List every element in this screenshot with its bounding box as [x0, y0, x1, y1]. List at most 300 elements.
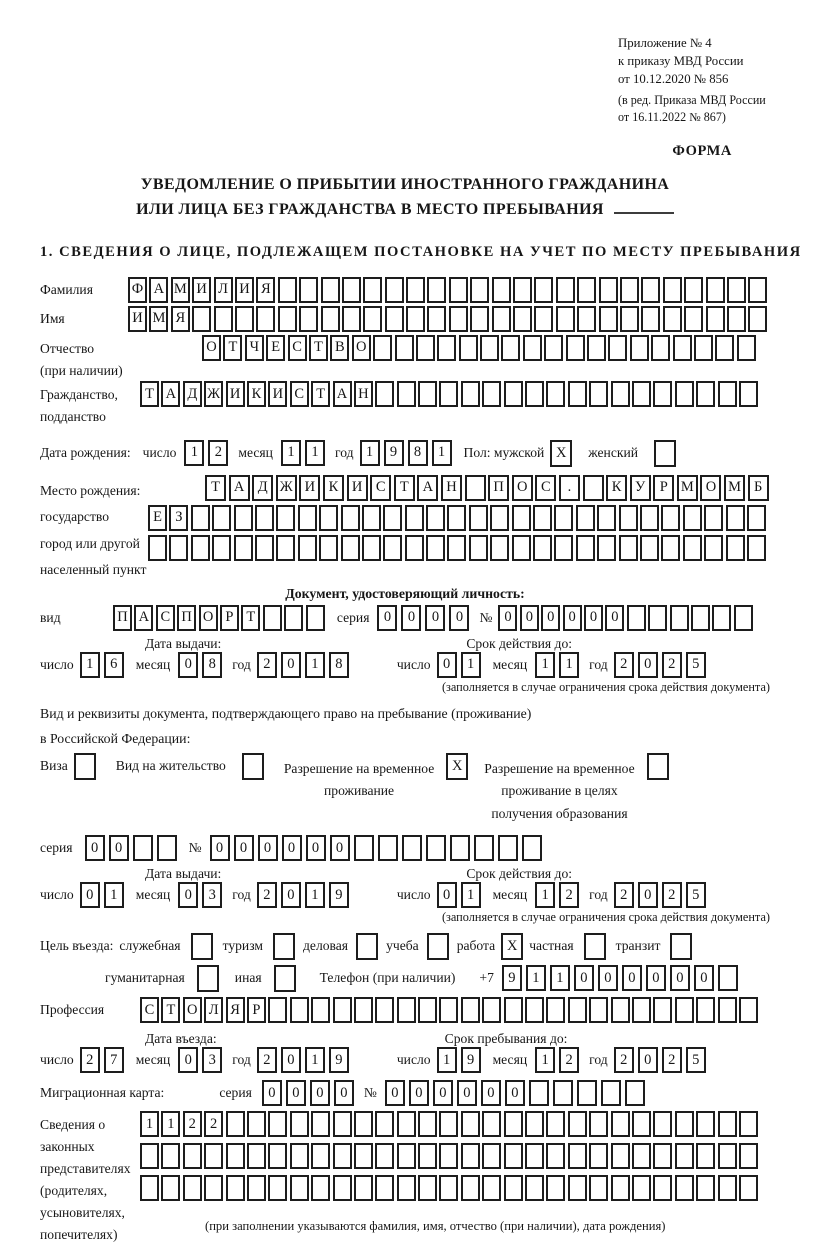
char-box[interactable] — [375, 1175, 394, 1201]
char-box[interactable] — [426, 835, 446, 861]
char-box[interactable]: 2 — [662, 652, 682, 678]
char-box[interactable] — [385, 277, 404, 303]
char-box[interactable]: А — [229, 475, 250, 501]
char-box[interactable]: Т — [311, 381, 330, 407]
char-box[interactable] — [546, 1143, 565, 1169]
char-box[interactable] — [490, 505, 509, 531]
char-box[interactable] — [748, 306, 767, 332]
char-box[interactable]: 0 — [409, 1080, 429, 1106]
char-box[interactable]: 0 — [85, 835, 105, 861]
char-box[interactable] — [696, 381, 715, 407]
char-box[interactable] — [522, 835, 542, 861]
char-box[interactable]: П — [488, 475, 509, 501]
char-box[interactable] — [651, 335, 670, 361]
char-box[interactable] — [589, 1111, 608, 1137]
char-box[interactable] — [363, 277, 382, 303]
char-box[interactable] — [354, 1111, 373, 1137]
char-box[interactable]: Я — [256, 277, 275, 303]
char-box[interactable] — [439, 1111, 458, 1137]
char-box[interactable] — [255, 535, 274, 561]
char-box[interactable] — [290, 1175, 309, 1201]
char-box[interactable]: 9 — [502, 965, 522, 991]
char-box[interactable] — [447, 505, 466, 531]
char-box[interactable] — [670, 605, 689, 631]
char-box[interactable] — [726, 505, 745, 531]
char-box[interactable] — [597, 505, 616, 531]
char-box[interactable] — [284, 605, 303, 631]
char-box[interactable] — [739, 381, 758, 407]
char-box[interactable] — [183, 1143, 202, 1169]
char-box[interactable] — [726, 535, 745, 561]
char-box[interactable] — [675, 1111, 694, 1137]
char-box[interactable] — [418, 997, 437, 1023]
char-box[interactable] — [739, 1111, 758, 1137]
char-box[interactable] — [395, 335, 414, 361]
char-box[interactable]: 2 — [257, 1047, 277, 1073]
char-box[interactable] — [397, 1111, 416, 1137]
char-box[interactable] — [675, 1175, 694, 1201]
char-box[interactable] — [437, 335, 456, 361]
char-box[interactable]: Т — [161, 997, 180, 1023]
char-box[interactable]: 0 — [437, 652, 457, 678]
char-box[interactable]: X — [446, 753, 468, 780]
char-box[interactable]: 1 — [360, 440, 380, 466]
char-box[interactable] — [333, 1143, 352, 1169]
char-box[interactable] — [544, 335, 563, 361]
char-box[interactable] — [577, 306, 596, 332]
char-box[interactable] — [696, 997, 715, 1023]
char-box[interactable] — [375, 381, 394, 407]
char-box[interactable] — [513, 306, 532, 332]
char-box[interactable] — [469, 535, 488, 561]
char-box[interactable] — [383, 505, 402, 531]
char-box[interactable] — [276, 505, 295, 531]
char-box[interactable]: 0 — [281, 652, 301, 678]
char-box[interactable]: 0 — [282, 835, 302, 861]
char-box[interactable] — [418, 1143, 437, 1169]
char-box[interactable]: К — [606, 475, 627, 501]
char-box[interactable] — [319, 535, 338, 561]
char-box[interactable] — [525, 1143, 544, 1169]
char-box[interactable]: 1 — [305, 440, 325, 466]
char-box[interactable] — [653, 1143, 672, 1169]
char-box[interactable] — [632, 1111, 651, 1137]
char-box[interactable] — [459, 335, 478, 361]
char-box[interactable] — [576, 535, 595, 561]
char-box[interactable]: 9 — [329, 882, 349, 908]
char-box[interactable]: 0 — [520, 605, 539, 631]
char-box[interactable] — [226, 1111, 245, 1137]
char-box[interactable] — [620, 277, 639, 303]
char-box[interactable] — [482, 381, 501, 407]
char-box[interactable]: Ж — [204, 381, 223, 407]
char-box[interactable] — [298, 535, 317, 561]
char-box[interactable] — [675, 381, 694, 407]
char-box[interactable]: 0 — [563, 605, 582, 631]
char-box[interactable] — [534, 277, 553, 303]
char-box[interactable] — [523, 335, 542, 361]
char-box[interactable]: 1 — [305, 1047, 325, 1073]
char-box[interactable] — [474, 835, 494, 861]
char-box[interactable] — [461, 997, 480, 1023]
char-box[interactable] — [641, 306, 660, 332]
char-box[interactable] — [418, 381, 437, 407]
char-box[interactable] — [589, 997, 608, 1023]
char-box[interactable] — [490, 535, 509, 561]
char-box[interactable] — [385, 306, 404, 332]
char-box[interactable] — [375, 997, 394, 1023]
char-box[interactable] — [274, 965, 296, 992]
char-box[interactable]: 0 — [425, 605, 445, 631]
char-box[interactable]: 8 — [329, 652, 349, 678]
char-box[interactable]: 0 — [281, 882, 301, 908]
char-box[interactable]: 8 — [408, 440, 428, 466]
char-box[interactable]: А — [161, 381, 180, 407]
char-box[interactable]: 0 — [385, 1080, 405, 1106]
char-box[interactable] — [191, 933, 213, 960]
char-box[interactable] — [748, 277, 767, 303]
char-box[interactable]: Е — [148, 505, 167, 531]
char-box[interactable] — [204, 1175, 223, 1201]
char-box[interactable] — [619, 535, 638, 561]
char-box[interactable] — [601, 1080, 621, 1106]
char-box[interactable]: А — [134, 605, 153, 631]
char-box[interactable] — [556, 277, 575, 303]
char-box[interactable] — [641, 277, 660, 303]
char-box[interactable] — [632, 1175, 651, 1201]
char-box[interactable] — [653, 381, 672, 407]
char-box[interactable] — [718, 1143, 737, 1169]
char-box[interactable]: Т — [394, 475, 415, 501]
char-box[interactable]: 0 — [334, 1080, 354, 1106]
char-box[interactable]: М — [724, 475, 745, 501]
char-box[interactable]: 2 — [662, 1047, 682, 1073]
char-box[interactable]: X — [501, 933, 523, 960]
char-box[interactable] — [611, 381, 630, 407]
char-box[interactable] — [321, 277, 340, 303]
char-box[interactable]: 0 — [584, 605, 603, 631]
char-box[interactable]: 1 — [437, 1047, 457, 1073]
char-box[interactable] — [611, 997, 630, 1023]
char-box[interactable] — [342, 277, 361, 303]
char-box[interactable]: 2 — [80, 1047, 100, 1073]
char-box[interactable]: 2 — [614, 1047, 634, 1073]
char-box[interactable]: Н — [354, 381, 373, 407]
char-box[interactable]: 1 — [80, 652, 100, 678]
char-box[interactable] — [704, 505, 723, 531]
char-box[interactable] — [706, 306, 725, 332]
char-box[interactable] — [597, 535, 616, 561]
char-box[interactable]: 0 — [598, 965, 618, 991]
char-box[interactable] — [319, 505, 338, 531]
char-box[interactable]: 2 — [559, 1047, 579, 1073]
char-box[interactable] — [405, 505, 424, 531]
char-box[interactable] — [311, 1175, 330, 1201]
char-box[interactable] — [197, 965, 219, 992]
char-box[interactable] — [492, 306, 511, 332]
char-box[interactable] — [426, 505, 445, 531]
char-box[interactable]: 2 — [257, 882, 277, 908]
char-box[interactable]: 0 — [622, 965, 642, 991]
char-box[interactable] — [363, 306, 382, 332]
char-box[interactable]: 7 — [104, 1047, 124, 1073]
char-box[interactable] — [684, 306, 703, 332]
char-box[interactable]: О — [512, 475, 533, 501]
char-box[interactable] — [694, 335, 713, 361]
char-box[interactable] — [298, 505, 317, 531]
char-box[interactable] — [675, 1143, 694, 1169]
char-box[interactable] — [447, 535, 466, 561]
char-box[interactable]: Л — [204, 997, 223, 1023]
char-box[interactable]: Р — [653, 475, 674, 501]
char-box[interactable]: С — [535, 475, 556, 501]
char-box[interactable] — [611, 1175, 630, 1201]
char-box[interactable]: 0 — [505, 1080, 525, 1106]
char-box[interactable] — [640, 505, 659, 531]
char-box[interactable] — [191, 535, 210, 561]
char-box[interactable] — [492, 277, 511, 303]
char-box[interactable]: 0 — [646, 965, 666, 991]
char-box[interactable] — [739, 1175, 758, 1201]
char-box[interactable] — [663, 277, 682, 303]
char-box[interactable] — [718, 381, 737, 407]
char-box[interactable] — [568, 1111, 587, 1137]
char-box[interactable] — [450, 835, 470, 861]
char-box[interactable] — [268, 1143, 287, 1169]
char-box[interactable] — [632, 997, 651, 1023]
char-box[interactable]: 1 — [305, 882, 325, 908]
char-box[interactable] — [212, 535, 231, 561]
char-box[interactable] — [256, 306, 275, 332]
char-box[interactable] — [426, 535, 445, 561]
char-box[interactable] — [461, 1111, 480, 1137]
char-box[interactable] — [212, 505, 231, 531]
char-box[interactable] — [375, 1111, 394, 1137]
char-box[interactable] — [226, 1175, 245, 1201]
char-box[interactable] — [402, 835, 422, 861]
char-box[interactable] — [589, 1175, 608, 1201]
char-box[interactable]: 0 — [498, 605, 517, 631]
char-box[interactable] — [683, 535, 702, 561]
char-box[interactable]: Ф — [128, 277, 147, 303]
char-box[interactable]: Л — [214, 277, 233, 303]
char-box[interactable] — [255, 505, 274, 531]
char-box[interactable]: 1 — [559, 652, 579, 678]
char-box[interactable]: 0 — [310, 1080, 330, 1106]
char-box[interactable] — [653, 997, 672, 1023]
char-box[interactable] — [727, 306, 746, 332]
char-box[interactable]: 0 — [457, 1080, 477, 1106]
char-box[interactable] — [653, 1175, 672, 1201]
char-box[interactable]: К — [247, 381, 266, 407]
char-box[interactable] — [406, 277, 425, 303]
char-box[interactable] — [661, 535, 680, 561]
char-box[interactable]: О — [700, 475, 721, 501]
char-box[interactable]: С — [140, 997, 159, 1023]
char-box[interactable]: 1 — [184, 440, 204, 466]
char-box[interactable]: 0 — [258, 835, 278, 861]
char-box[interactable]: 0 — [178, 882, 198, 908]
char-box[interactable] — [504, 1143, 523, 1169]
char-box[interactable]: 1 — [281, 440, 301, 466]
char-box[interactable] — [140, 1175, 159, 1201]
char-box[interactable] — [712, 605, 731, 631]
char-box[interactable] — [356, 933, 378, 960]
char-box[interactable] — [234, 505, 253, 531]
char-box[interactable] — [247, 1143, 266, 1169]
char-box[interactable]: 1 — [161, 1111, 180, 1137]
char-box[interactable] — [554, 505, 573, 531]
char-box[interactable] — [525, 381, 544, 407]
char-box[interactable]: 9 — [329, 1047, 349, 1073]
char-box[interactable] — [501, 335, 520, 361]
char-box[interactable]: 2 — [614, 652, 634, 678]
char-box[interactable] — [747, 505, 766, 531]
char-box[interactable]: . — [559, 475, 580, 501]
char-box[interactable]: 5 — [686, 652, 706, 678]
char-box[interactable] — [342, 306, 361, 332]
char-box[interactable] — [397, 1175, 416, 1201]
char-box[interactable] — [306, 605, 325, 631]
char-box[interactable] — [439, 997, 458, 1023]
char-box[interactable]: Т — [223, 335, 242, 361]
char-box[interactable] — [546, 1111, 565, 1137]
char-box[interactable]: О — [352, 335, 371, 361]
char-box[interactable] — [226, 1143, 245, 1169]
char-box[interactable] — [512, 505, 531, 531]
char-box[interactable] — [583, 475, 604, 501]
char-box[interactable]: 1 — [535, 652, 555, 678]
char-box[interactable]: 1 — [550, 965, 570, 991]
char-box[interactable]: 1 — [305, 652, 325, 678]
char-box[interactable] — [568, 997, 587, 1023]
char-box[interactable]: 0 — [574, 965, 594, 991]
char-box[interactable]: О — [202, 335, 221, 361]
char-box[interactable]: 1 — [526, 965, 546, 991]
char-box[interactable] — [333, 1175, 352, 1201]
char-box[interactable] — [513, 277, 532, 303]
char-box[interactable] — [461, 1143, 480, 1169]
char-box[interactable]: В — [330, 335, 349, 361]
char-box[interactable] — [169, 535, 188, 561]
char-box[interactable] — [599, 306, 618, 332]
char-box[interactable] — [556, 306, 575, 332]
char-box[interactable]: Т — [140, 381, 159, 407]
char-box[interactable]: 2 — [183, 1111, 202, 1137]
char-box[interactable] — [354, 835, 374, 861]
char-box[interactable] — [715, 335, 734, 361]
char-box[interactable]: 0 — [694, 965, 714, 991]
char-box[interactable] — [599, 277, 618, 303]
char-box[interactable] — [311, 1143, 330, 1169]
char-box[interactable]: О — [183, 997, 202, 1023]
char-box[interactable]: 0 — [109, 835, 129, 861]
char-box[interactable]: 0 — [437, 882, 457, 908]
char-box[interactable] — [157, 835, 177, 861]
char-box[interactable] — [397, 1143, 416, 1169]
char-box[interactable]: Я — [171, 306, 190, 332]
char-box[interactable] — [704, 535, 723, 561]
char-box[interactable] — [383, 535, 402, 561]
char-box[interactable] — [192, 306, 211, 332]
char-box[interactable]: Н — [441, 475, 462, 501]
char-box[interactable]: 5 — [686, 1047, 706, 1073]
char-box[interactable] — [504, 997, 523, 1023]
char-box[interactable]: И — [192, 277, 211, 303]
char-box[interactable]: 1 — [461, 882, 481, 908]
char-box[interactable] — [654, 440, 676, 467]
char-box[interactable] — [234, 535, 253, 561]
char-box[interactable]: 0 — [178, 652, 198, 678]
char-box[interactable] — [183, 1175, 202, 1201]
char-box[interactable] — [354, 997, 373, 1023]
char-box[interactable] — [470, 306, 489, 332]
char-box[interactable] — [418, 1111, 437, 1137]
char-box[interactable] — [290, 997, 309, 1023]
char-box[interactable]: 0 — [638, 1047, 658, 1073]
char-box[interactable] — [362, 505, 381, 531]
char-box[interactable]: М — [677, 475, 698, 501]
char-box[interactable]: Т — [241, 605, 260, 631]
char-box[interactable] — [525, 997, 544, 1023]
char-box[interactable] — [268, 1111, 287, 1137]
char-box[interactable] — [341, 535, 360, 561]
char-box[interactable] — [684, 277, 703, 303]
char-box[interactable] — [268, 997, 287, 1023]
char-box[interactable] — [683, 505, 702, 531]
char-box[interactable]: 3 — [202, 1047, 222, 1073]
char-box[interactable] — [566, 335, 585, 361]
char-box[interactable] — [405, 535, 424, 561]
char-box[interactable]: М — [149, 306, 168, 332]
char-box[interactable] — [133, 835, 153, 861]
char-box[interactable]: А — [417, 475, 438, 501]
char-box[interactable] — [718, 965, 738, 991]
char-box[interactable]: С — [288, 335, 307, 361]
char-box[interactable]: Т — [309, 335, 328, 361]
char-box[interactable]: X — [550, 440, 572, 467]
char-box[interactable]: 1 — [461, 652, 481, 678]
char-box[interactable] — [191, 505, 210, 531]
char-box[interactable] — [161, 1143, 180, 1169]
char-box[interactable]: 0 — [234, 835, 254, 861]
char-box[interactable] — [311, 997, 330, 1023]
char-box[interactable] — [418, 1175, 437, 1201]
char-box[interactable] — [461, 1175, 480, 1201]
char-box[interactable] — [148, 535, 167, 561]
char-box[interactable] — [661, 505, 680, 531]
char-box[interactable]: 0 — [262, 1080, 282, 1106]
char-box[interactable] — [504, 1111, 523, 1137]
char-box[interactable] — [611, 1111, 630, 1137]
char-box[interactable] — [397, 381, 416, 407]
char-box[interactable] — [611, 1143, 630, 1169]
char-box[interactable]: Т — [205, 475, 226, 501]
char-box[interactable] — [589, 1143, 608, 1169]
char-box[interactable]: И — [299, 475, 320, 501]
char-box[interactable] — [675, 997, 694, 1023]
char-box[interactable] — [504, 381, 523, 407]
char-box[interactable]: 1 — [535, 1047, 555, 1073]
char-box[interactable] — [691, 605, 710, 631]
char-box[interactable]: И — [268, 381, 287, 407]
char-box[interactable] — [577, 277, 596, 303]
char-box[interactable]: 0 — [330, 835, 350, 861]
char-box[interactable] — [482, 997, 501, 1023]
char-box[interactable] — [482, 1175, 501, 1201]
char-box[interactable]: Ч — [245, 335, 264, 361]
char-box[interactable] — [620, 306, 639, 332]
